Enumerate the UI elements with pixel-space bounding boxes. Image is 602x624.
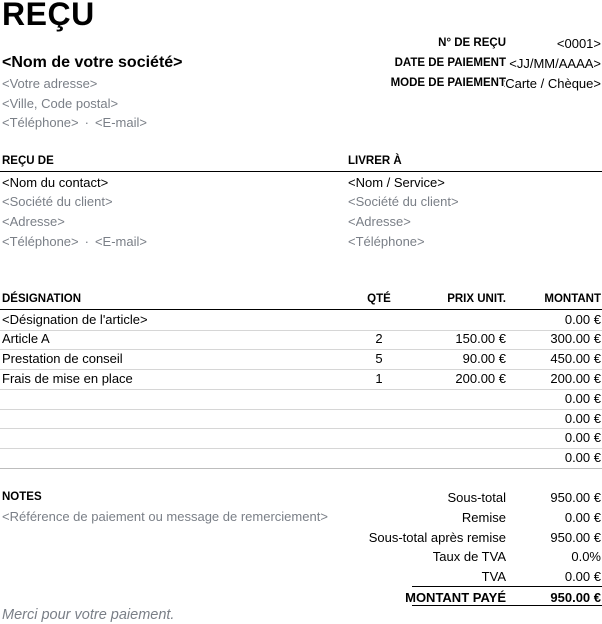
tax-rate-value: 0.0% — [571, 549, 601, 564]
discount-label: Remise — [461, 510, 506, 525]
table-row — [0, 389, 602, 409]
row-amount: 0.00 € — [564, 391, 601, 406]
payment-mode-value: <Carte / Chèque — [505, 76, 601, 91]
company-email: <E-mail> — [94, 115, 147, 130]
row-amount: 450.00 € — [550, 351, 601, 366]
received-from-address: <Adresse> — [2, 214, 65, 229]
table-row — [0, 448, 602, 468]
col-header-unit-price: PRIX UNIT. — [447, 293, 506, 305]
table-row — [0, 369, 602, 389]
separator-dot: · — [84, 234, 89, 249]
row-description: Article A — [2, 331, 50, 346]
tax-label: TVA — [481, 569, 506, 584]
receipt-number-value: <0001> — [556, 36, 601, 51]
notes-heading: NOTES — [2, 491, 42, 503]
deliver-to-name: <Nom / Service> — [348, 175, 445, 190]
row-description: Frais de mise en place — [2, 371, 133, 386]
received-from-company: <Société du client> — [2, 194, 113, 209]
row-unit-price: 90.00 € — [462, 351, 506, 366]
total-divider-top — [412, 586, 602, 587]
subtotal-label: Sous-total — [447, 490, 506, 505]
row-amount: 300.00 € — [550, 331, 601, 346]
received-from-phone: <Téléphone> — [2, 234, 79, 249]
col-header-qty: QTÉ — [367, 293, 391, 305]
row-description: <Désignation de l'article> — [2, 312, 148, 327]
row-amount: 0.00 € — [564, 450, 601, 465]
table-row — [0, 310, 602, 330]
notes-text: <Référence de paiement ou message de remerciement> — [2, 509, 328, 524]
table-row — [0, 349, 602, 369]
row-qty: 1 — [375, 371, 383, 386]
deliver-to-address: <Adresse> — [348, 214, 411, 229]
company-contact-line — [2, 115, 147, 130]
deliver-to-phone: <Téléphone> — [348, 234, 425, 249]
subtotal-value: 950.00 € — [550, 490, 601, 505]
row-unit-price: 200.00 € — [455, 371, 506, 386]
company-phone: <Téléphone> — [2, 115, 79, 130]
received-from-contact-line — [2, 234, 147, 249]
row-amount: 0.00 € — [564, 411, 601, 426]
after-discount-label: Sous-total après remise — [368, 530, 506, 545]
tax-rate-label: Taux de TVA — [432, 549, 506, 564]
row-qty: 5 — [375, 351, 383, 366]
amount-paid-label: MONTANT PAYÉ — [405, 590, 506, 605]
receipt-title: REÇU — [2, 0, 95, 32]
received-from-email: <E-mail> — [94, 234, 147, 249]
table-row — [0, 409, 602, 429]
received-from-heading: REÇU DE — [2, 155, 54, 167]
payment-mode-label: MODE DE PAIEMENT — [390, 77, 506, 89]
row-amount: 0.00 € — [564, 312, 601, 327]
row-qty: 2 — [375, 331, 383, 346]
company-name: <Nom de votre société> — [2, 54, 183, 71]
deliver-to-company: <Société du client> — [348, 194, 459, 209]
thank-you-note: Merci pour votre paiement. — [2, 607, 175, 623]
company-address: <Votre adresse> — [2, 76, 98, 91]
parties-divider — [0, 171, 602, 172]
payment-date-value: <JJ/MM/AAAA> — [509, 56, 601, 71]
after-discount-value: 950.00 € — [550, 530, 601, 545]
separator-dot: · — [84, 115, 89, 130]
total-divider-bottom — [412, 605, 602, 606]
tax-value: 0.00 € — [564, 569, 601, 584]
discount-value: 0.00 € — [564, 510, 601, 525]
row-amount: 0.00 € — [564, 430, 601, 445]
col-header-description: DÉSIGNATION — [2, 293, 82, 305]
table-bottom-divider — [0, 468, 602, 469]
payment-date-label: DATE DE PAIEMENT — [394, 57, 506, 69]
row-description: Prestation de conseil — [2, 351, 123, 366]
deliver-to-heading: LIVRER À — [348, 155, 402, 167]
receipt-number-label: N° DE REÇU — [438, 37, 506, 49]
table-row — [0, 329, 602, 349]
row-amount: 200.00 € — [550, 371, 601, 386]
col-header-amount: MONTANT — [544, 293, 601, 305]
company-city: <Ville, Code postal> — [2, 96, 119, 111]
amount-paid-value: 950.00 € — [550, 590, 601, 605]
row-unit-price: 150.00 € — [455, 331, 506, 346]
table-row — [0, 428, 602, 448]
received-from-contact: <Nom du contact> — [2, 175, 109, 190]
